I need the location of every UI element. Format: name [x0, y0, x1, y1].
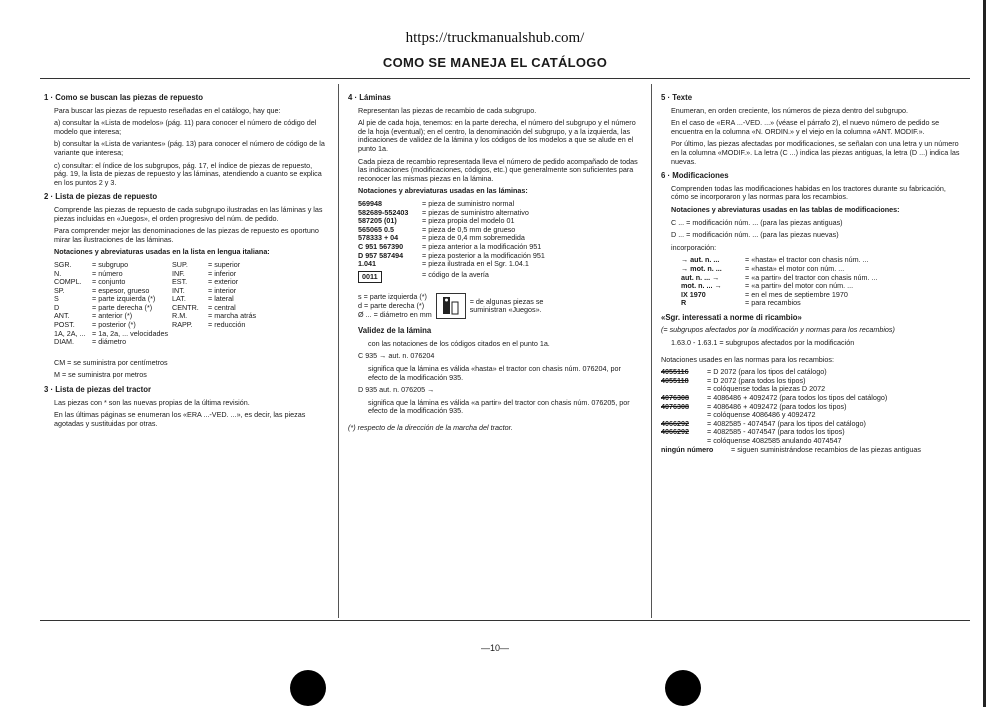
- row-key: → mot. n. ...: [681, 263, 722, 273]
- abbr-value: = marcha atrás: [208, 311, 257, 321]
- abbr-key: SGR.: [54, 259, 72, 269]
- section-2-para-2: Para comprender mejor las denominaciones de las piezas de repuesto es oportuno mirar las ilustraciones de las láminas.: [54, 226, 319, 244]
- validity-example-c-desc: significa que la lámina es válida «hasta» el tractor con chasis núm. 076204, por efecto de la modificación 935.: [368, 364, 621, 382]
- row-key: 582689-552403: [358, 207, 409, 217]
- norm-key: 4055116: [661, 367, 689, 377]
- top-rule: [40, 78, 970, 79]
- section-6-notations: Notaciones y abreviaturas usadas en las tablas de modificaciones:: [671, 204, 900, 214]
- norm-key: 4066292: [661, 427, 689, 437]
- abbr-value: = espesor, grueso: [92, 285, 150, 295]
- norm-value: = colóquense todas la piezas D 2072: [707, 384, 826, 394]
- abbr-key: 1A, 2A, ...: [54, 328, 86, 338]
- row-key: C 951 567390: [358, 241, 404, 251]
- row-value: = pieza anterior a la modificación 951: [422, 241, 542, 251]
- row-value: = pieza de 0,4 mm sobremedida: [422, 233, 525, 243]
- abbr-value: = central: [208, 302, 236, 312]
- abbr-key: INF.: [172, 268, 185, 278]
- abbr-key: EST.: [172, 277, 188, 287]
- binder-hole-left: [290, 670, 326, 706]
- row-value: = «a partir» del tractor con chasis núm. ...: [745, 272, 878, 282]
- norm-key: 4055118: [661, 375, 689, 385]
- row-value: = «a partir» del motor con núm. ...: [745, 281, 854, 291]
- row-key: mot. n. ... →: [681, 281, 722, 291]
- sgr-heading: «Sgr. interessati a norme di ricambio»: [661, 312, 802, 322]
- abbr-value: = inferior: [208, 268, 237, 278]
- bottom-rule: [40, 620, 970, 621]
- binder-hole-right: [665, 670, 701, 706]
- row-key: 578333 + 04: [358, 233, 399, 243]
- abbr-key: ANT.: [54, 311, 70, 321]
- norm-value: = 4086486 + 4092472 (para todos los tipos): [707, 401, 847, 411]
- sgr-desc: (= subgrupos afectados por la modificación y normas para los recambios): [661, 325, 895, 335]
- norm-key: 4076308: [661, 401, 689, 411]
- norm-value: = 4086486 + 4092472 (para todos los tipos del catálogo): [707, 393, 888, 403]
- abbr-key: COMPL.: [54, 277, 82, 287]
- norm-row: [661, 368, 961, 377]
- row-key: D 957 587494: [358, 250, 404, 260]
- abbr-value: = reducción: [208, 320, 246, 330]
- side-right: d = parte derecha (*): [358, 300, 425, 310]
- section-1-item-c: c) consultar: el índice de los subgrupos, pág. 17, el índice de piezas de repuesto, pág. 19, la lista de piezas de repuesto y las láminas, atendiendo a cuanto se explica en los puntos 2 y 3.: [54, 160, 322, 187]
- section-1-intro: Para buscar las piezas de repuesto reseñadas en el catálogo, hay que:: [54, 105, 281, 115]
- row-key: aut. n. ... →: [681, 272, 720, 282]
- norm-value: = 4082585 - 4074547 (para todos los tipos): [707, 427, 845, 437]
- side-left: s = parte izquierda (*): [358, 292, 427, 302]
- abbr-value: = subgrupo: [92, 259, 129, 269]
- section-3-heading: 3 · Lista de piezas del tractor: [44, 385, 152, 395]
- row-value: = pieza posterior a la modificación 951: [422, 250, 545, 260]
- abbr-value: = interior: [208, 285, 237, 295]
- abbr-value: = lateral: [208, 294, 234, 304]
- abbr-key: RAPP.: [172, 320, 193, 330]
- column-middle: [348, 88, 642, 437]
- abbr-key: INT.: [172, 285, 185, 295]
- diameter-note: Ø ... = diámetro en mm: [358, 309, 432, 319]
- abbr-key: SUP.: [172, 259, 188, 269]
- column-right: [661, 88, 961, 454]
- kit-icon: [436, 293, 466, 319]
- ningun-value: = siguen suministrándose recambios de las piezas antiguas: [731, 444, 921, 454]
- row-value: = «hasta» el motor con núm. ...: [745, 263, 845, 273]
- norms-table: [661, 368, 961, 445]
- sgr-example: 1.63.0 - 1.63.1 = subgrupos afectados por la modificación: [671, 338, 855, 348]
- section-4-heading: 4 · Láminas: [348, 93, 391, 102]
- mod-d: D ... = modificación núm. ... (para las piezas nuevas): [671, 230, 839, 240]
- abbr-key: SP.: [54, 285, 65, 295]
- abbr-key: DIAM.: [54, 337, 74, 347]
- validity-heading: Validez de la lámina: [358, 326, 432, 336]
- notation-table: [358, 200, 642, 269]
- norm-value: = 4082585 - 4074547 (para los tipos del catálogo): [707, 418, 866, 428]
- page-edge: [983, 0, 986, 707]
- row-value: = pieza propia del modelo 01: [422, 216, 515, 226]
- section-4-para-2: Al pie de cada hoja, tenemos: en la parte derecha, el número del subgrupo y el número de la hoja (eventual); en el centro, la denominación del subgrupo, y a la izquierda, las indicaciones de validez de la lámina y los códigos de los modelos a que se alude en el punto 1a.: [358, 118, 636, 153]
- section-4-notations: Notaciones y abreviaturas usadas en las láminas:: [358, 186, 528, 196]
- abbr-value: = anterior (*): [92, 311, 133, 321]
- side-legend: [358, 293, 642, 319]
- table-row: [681, 299, 961, 308]
- abbr-value: = superior: [208, 259, 241, 269]
- row-key: 587205 (01): [358, 216, 397, 226]
- fault-code-box: 0011: [358, 271, 382, 284]
- norm-key: 4066292: [661, 418, 689, 428]
- abbr-key: D: [54, 302, 60, 312]
- norm-value: = colóquense 4086486 y 4092472: [707, 410, 816, 420]
- row-value: = para recambios: [745, 298, 801, 308]
- row-value: = pieza de suministro normal: [422, 198, 515, 208]
- section-6-heading: 6 · Modificaciones: [661, 171, 729, 181]
- row-value: = pieza ilustrada en el Sgr. 1.04.1: [422, 259, 529, 269]
- section-1-item-a: a) consultar la «Lista de modelos» (pág. 11) para conocer el número de código del modelo que interesa;: [54, 118, 317, 136]
- abbr-key: LAT.: [172, 294, 186, 304]
- section-5-para-1: Enumeran, en orden creciente, los números de pieza dentro del subgrupo.: [671, 105, 908, 115]
- page-title: COMO SE MANEJA EL CATÁLOGO: [382, 55, 608, 70]
- row-value: = en el mes de septiembre 1970: [745, 289, 848, 299]
- abbr-key: POST.: [54, 320, 75, 330]
- column-divider-2: [651, 84, 652, 618]
- abbr-key: R.M.: [172, 311, 188, 321]
- section-2-para-1: Comprende las piezas de repuesto de cada subgrupo ilustradas en las láminas y las piezas incluidas en «Juegos», el orden progresivo del núm. de pedido.: [54, 204, 323, 223]
- m-note: M = se suministra por metros: [54, 370, 147, 380]
- section-1-heading: 1 · Como se buscan las piezas de repuesto: [44, 93, 204, 102]
- footnote: (*) respecto de la dirección de la marcha del tractor.: [348, 423, 513, 433]
- validity-example-c: C 935 → aut. n. 076204: [358, 351, 435, 361]
- table-row: [358, 260, 642, 269]
- kit-desc: = de algunas piezas se suministran «Juegos».: [469, 296, 544, 315]
- section-1-item-b: b) consultar la «Lista de variantes» (pág. 13) para conocer el número de código de la variante que interesa;: [54, 139, 325, 157]
- abbr-key: S: [54, 294, 59, 304]
- norm-value: = D 2072 (para todos los tipos): [707, 375, 806, 385]
- row-value: = piezas de suministro alternativo: [422, 207, 529, 217]
- norms-heading: Notaciones usades en las normas para los recambios:: [661, 354, 834, 364]
- abbr-key: CENTR.: [172, 302, 199, 312]
- norm-value: = D 2072 (para los tipos del catálogo): [707, 367, 827, 377]
- section-2-para-3: Notaciones y abreviaturas usadas en la lista en lengua italiana:: [54, 247, 270, 257]
- row-value: = «hasta» el tractor con chasis núm. ...: [745, 255, 869, 265]
- section-6-para: Comprenden todas las modificaciones habidas en los tractores durante su fabricación, cómo se incorporaron y las normas para los recambios.: [671, 183, 946, 202]
- row-value: = pieza de 0,5 mm de grueso: [422, 224, 516, 234]
- norm-value: = colóquense 4082585 anulando 4074547: [707, 436, 842, 445]
- abbr-key: N.: [54, 268, 62, 278]
- section-5-para-2: En el caso de «ERA ...-VED. ...» (véase el párrafo 2), el nuevo número de pedido se encuentra en la columna «N. ORDIN.» y el viejo en la columna «ANT. MODIF.».: [671, 118, 940, 136]
- fault-code-desc: = código de la avería: [422, 269, 489, 279]
- row-key: R: [681, 298, 687, 308]
- section-5-heading: 5 · Texte: [661, 93, 693, 102]
- page-number: —10—: [480, 643, 509, 653]
- section-3-para-1: Las piezas con * son las nuevas propias de la última revisión.: [54, 397, 250, 407]
- abbr-value: = parte derecha (*): [92, 302, 153, 312]
- column-divider-1: [338, 84, 339, 618]
- section-4-para-3: Cada pieza de recambio representada lleva el número de pedido acompañado de todas las indicaciones (modificaciones, códigos, etc.) que generalmente son suficientes para reconocer las mismas piezas en la lámina.: [358, 156, 638, 183]
- incorporation-label: incorporación:: [671, 242, 717, 252]
- row-key: IX 1970: [681, 289, 706, 299]
- validity-example-d-desc: significa que la lámina es válida «a partir» del tractor con chasis núm. 076205, por efecto de la modificación 935.: [368, 397, 630, 416]
- row-key: 569948: [358, 198, 382, 208]
- section-3-para-2: En las últimas páginas se enumeran los «ERA ...-VED. ...», es decir, las piezas agotadas y sustituidas por otras.: [54, 410, 306, 428]
- section-5-para-3: Por último, las piezas afectadas por modificaciones, se señalan con una letra y un número en la columna «MODIF.». La letra (C ...) indica las piezas antiguas, la letra (D ...) indica las nuevas.: [671, 139, 960, 166]
- column-left: [44, 88, 328, 432]
- validity-intro: con las notaciones de los códigos citados en el punto 1a.: [368, 338, 550, 348]
- fault-code-row: [358, 271, 642, 284]
- abbr-value: = conjunto: [92, 277, 126, 287]
- abbr-value: = exterior: [208, 277, 239, 287]
- section-2-heading: 2 · Lista de piezas de repuesto: [44, 192, 158, 202]
- abbreviation-table: [54, 261, 328, 330]
- table-row: [681, 291, 961, 300]
- abbr-value: = diámetro: [92, 337, 127, 347]
- abbr-value: = posterior (*): [92, 320, 136, 330]
- row-key: 1.041: [358, 259, 376, 269]
- validity-example-d: D 935 aut. n. 076205 →: [358, 385, 435, 395]
- cm-note: CM = se suministra por centímetros: [54, 357, 168, 367]
- mod-c: C ... = modificación núm. ... (para las piezas antiguas): [671, 217, 843, 227]
- row-key: 565065 0.5: [358, 224, 394, 234]
- incorporation-table: [671, 256, 961, 308]
- norm-row: [661, 446, 961, 455]
- ningun-key: ningún número: [661, 444, 714, 454]
- row-key: → aut. n. ...: [681, 255, 720, 265]
- abbr-row: [54, 338, 328, 347]
- norm-key: 4076308: [661, 393, 689, 403]
- abbr-value: = 1a, 2a, ... velocidades: [92, 328, 169, 338]
- source-url: https://truckmanualshub.com/: [405, 30, 585, 46]
- abbr-value: = parte izquierda (*): [92, 294, 156, 304]
- section-4-para-1: Representan las piezas de recambio de cada subgrupo.: [358, 105, 537, 115]
- abbr-value: = número: [92, 268, 123, 278]
